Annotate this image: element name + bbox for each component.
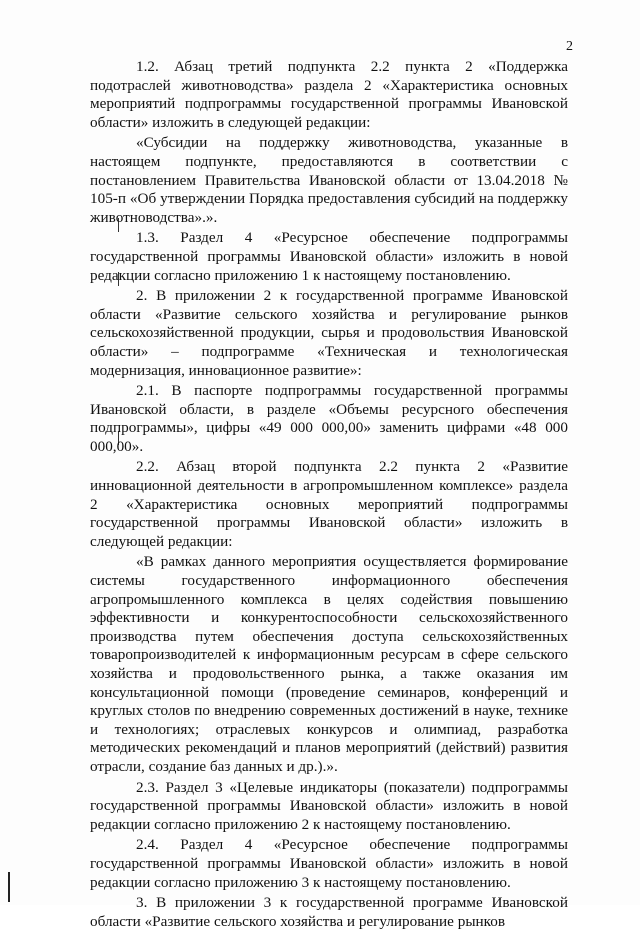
paragraph-3: 3. В приложении 3 к государственной программе Ивановской области «Развитие сельского хозяйства и регулирование рынков bbox=[90, 894, 568, 930]
paragraph-2-3: 2.3. Раздел 3 «Целевые индикаторы (показатели) подпрограммы государственной программы Ивановской области» изложить в новой редакции согласно приложению 2 к настоящему постановлению. bbox=[90, 778, 568, 833]
page-number: 2 bbox=[566, 39, 573, 54]
paragraph-2-4: 2.4. Раздел 4 «Ресурсное обеспечение подпрограммы государственной программы Ивановской области» изложить в новой редакции согласно приложению 3 к настоящему постановлению. bbox=[90, 836, 568, 891]
paragraph-1-3: 1.3. Раздел 4 «Ресурсное обеспечение подпрограммы государственной программы Ивановской области» изложить в новой редакции согласно приложению 1 к настоящему постановлению. bbox=[90, 229, 568, 284]
paragraph-1-2: 1.2. Абзац третий подпункта 2.2 пункта 2 «Поддержка подотраслей животноводства» раздела 2 «Характеристика основных мероприятий подпрограммы государственной программы Ивановской области» изложить в следующей редакции: bbox=[90, 58, 568, 131]
document-body bbox=[90, 58, 568, 931]
scan-edge-mark bbox=[8, 872, 10, 902]
paragraph-subsidy-quote: «Субсидии на поддержку животноводства, указанные в настоящем подпункте, предоставляются в соответствии с постановлением Правительства Ивановской области от 13.04.2018 № 105-п «Об утверждении Порядка предоставления субсидий на поддержку животноводства».». bbox=[90, 134, 568, 226]
paragraph-innovation-quote: «В рамках данного мероприятия осуществляется формирование системы государственного информационного обеспечения агропромышленного комплекса в целях содействия повышению эффективности и конкурентоспособности сельскохозяйственного производства путем обеспечения доступа сельскохозяйственных товаропроизводителей к информационным ресурсам в сфере сельского хозяйства и продовольственного рынка, а также оказания им консультационной помощи (проведение семинаров, конференций и круглых столов по внедрению современных достижений в науке, технике и технологиях; отраслевых конкурсов и олимпиад, разработка методических рекомендаций и планов мероприятий (действий) развития отрасли, создание баз данных и др.).». bbox=[90, 553, 568, 775]
paragraph-2-1: 2.1. В паспорте подпрограммы государственной программы Ивановской области, в разделе «Объемы ресурсного обеспечения подпрограммы», цифры «49 000 000,00» заменить цифрами «48 000 000,00». bbox=[90, 382, 568, 455]
paragraph-2: 2. В приложении 2 к государственной программе Ивановской области «Развитие сельского хозяйства и регулирование рынков сельскохозяйственной продукции, сырья и продовольствия Ивановской области» – подпрограмме «Техническая и технологическая модернизация, инновационное развитие»: bbox=[90, 287, 568, 379]
paragraph-2-2: 2.2. Абзац второй подпункта 2.2 пункта 2 «Развитие инновационной деятельности в агропромышленном комплексе» раздела 2 «Характеристика основных мероприятий подпрограммы государственной программы Ивановской области» изложить в следующей редакции: bbox=[90, 458, 568, 550]
